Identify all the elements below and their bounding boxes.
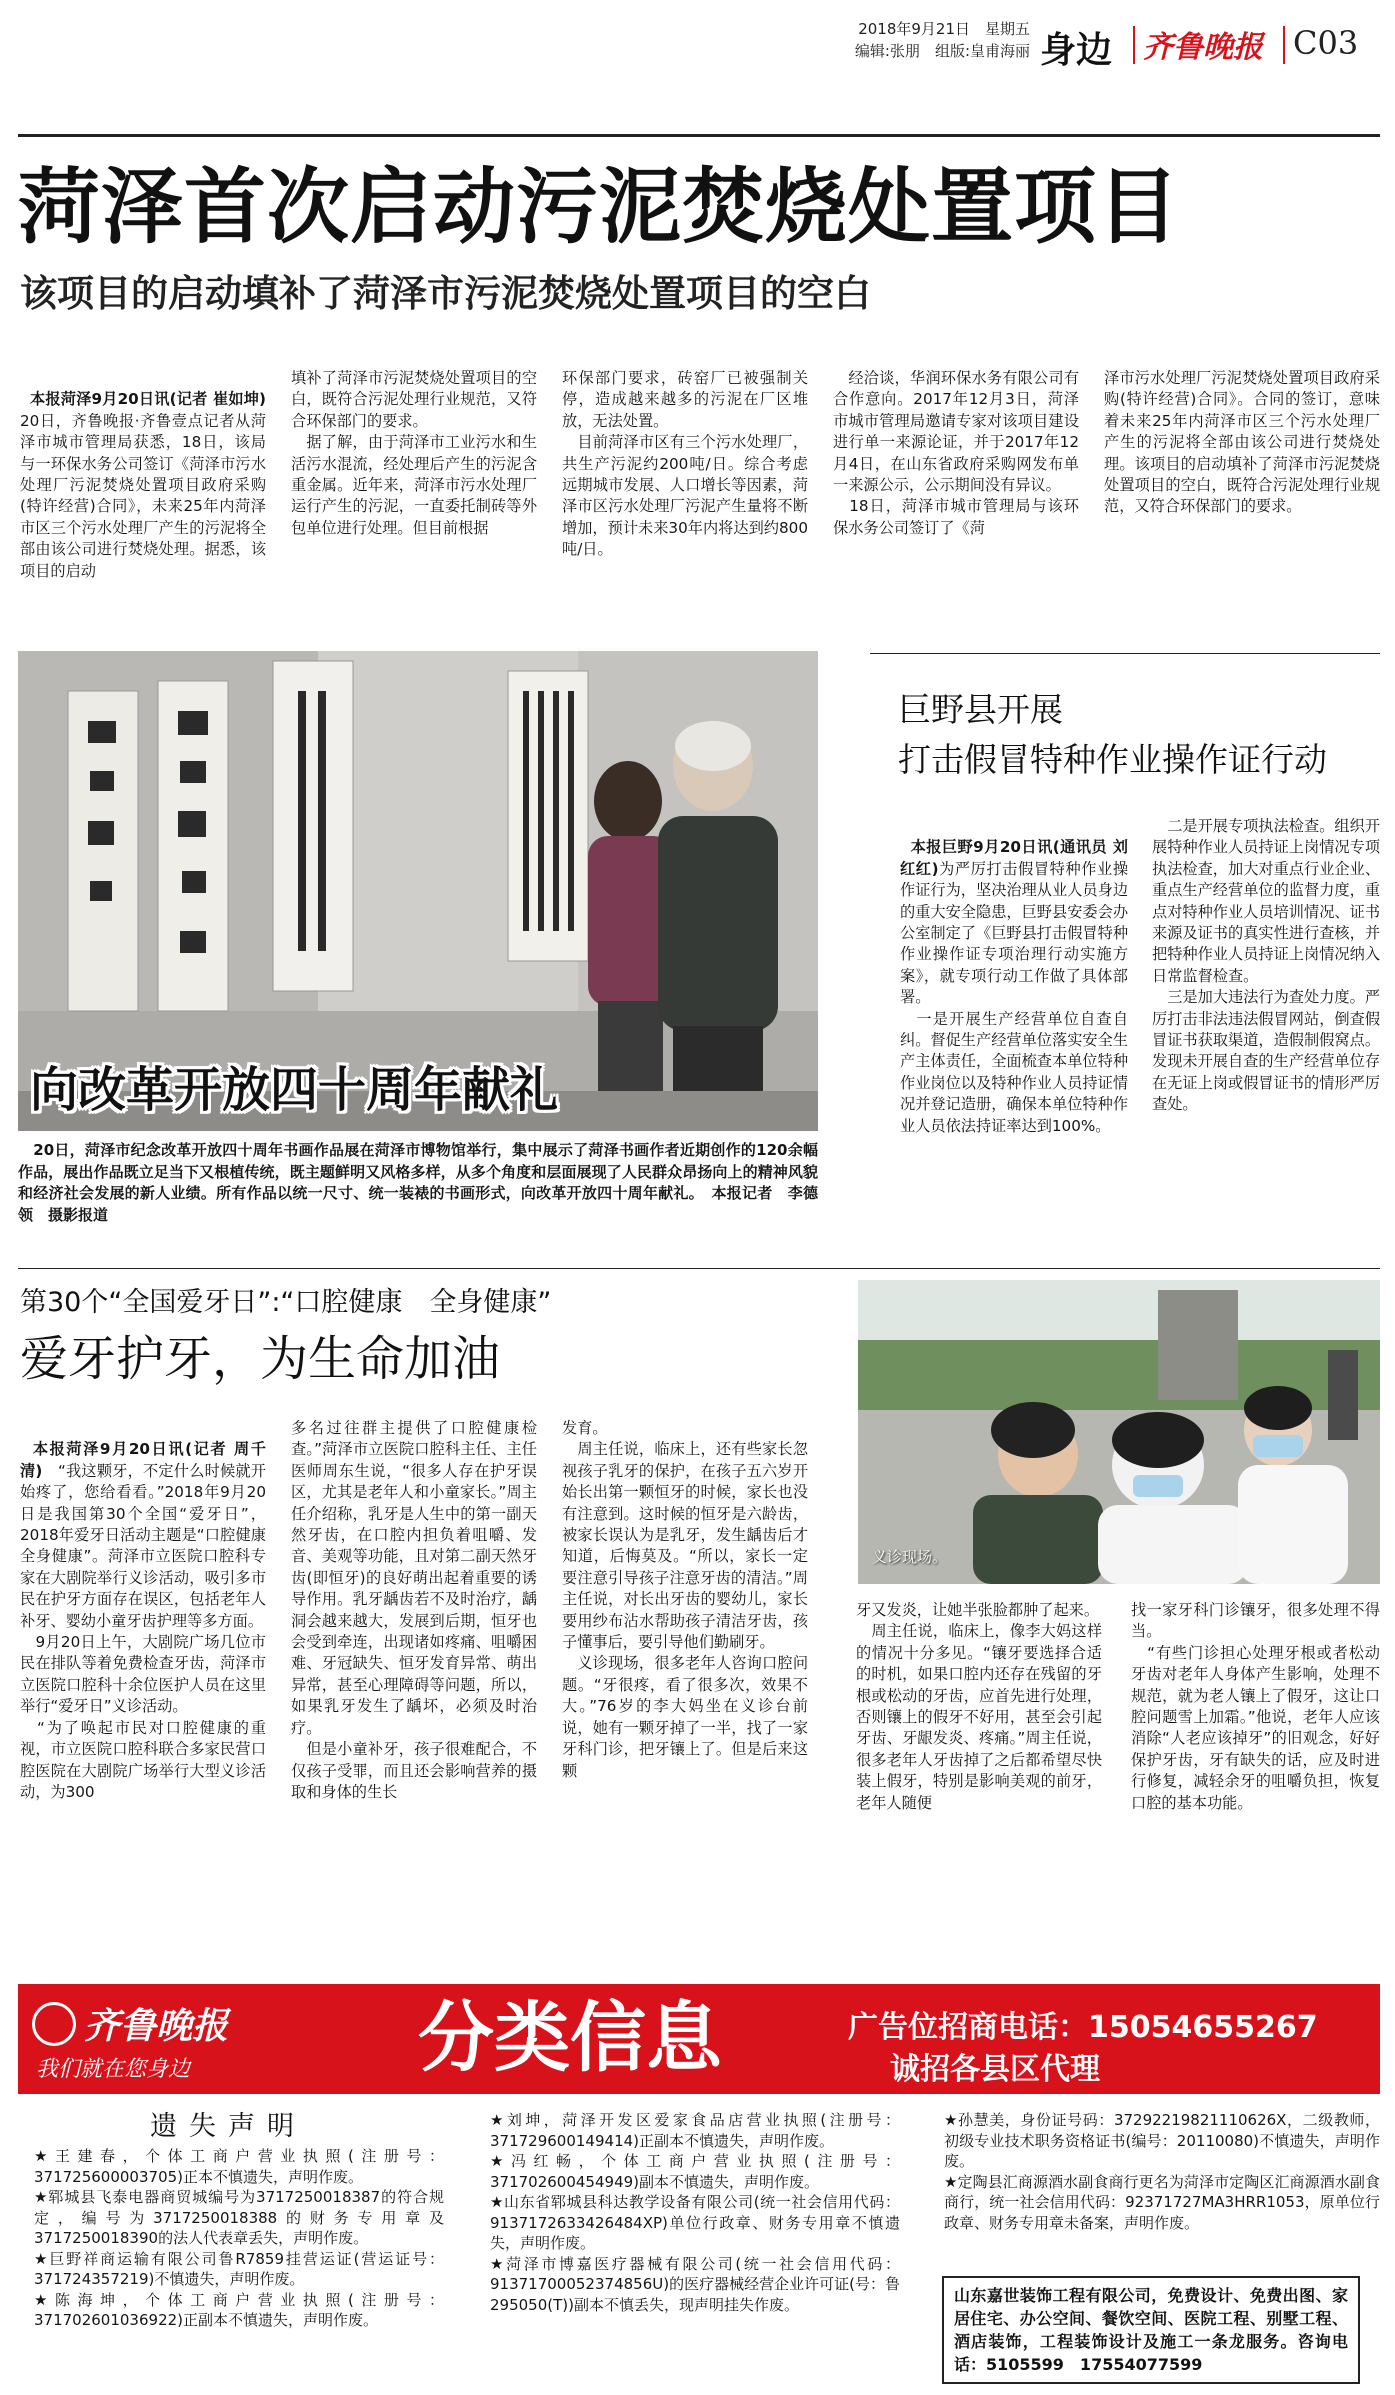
ads-agent-line: 诚招各县区代理 (890, 2052, 1100, 2087)
photo1-overlay-title: 向改革开放四十周年献礼 (30, 1062, 559, 1118)
page-header (0, 0, 1395, 125)
ads-col-3: ★孙慧美，身份证号码：372922198211106​26X，二级教师，初级专业技术职务资格证书(编号：20110080)不慎遗失，声明作废。 ★定陶县汇商源酒水副食商行更名为菏泽市定陶区汇商源酒水副食商行，统一社会信用代码：92371727MA3HRR1053，原单位行政章、财务专用章未备案，声明作废。 (944, 2111, 1380, 2232)
lead-col-4: 经洽谈，华润环保水务有限公司有合作意向。2017年12月3日，菏泽市城市管理局邀请专家对该项目建设进行单一来源论证，并于2017年12月4日，在山东省政府采购网发布单一来源公示，公示期间没有异议。 18日，菏泽市城市管理局与该环保水务公司签订了《菏 (833, 369, 1079, 537)
teeth-col-5: 找一家牙科门诊镶牙，很多处理不得当。 “有些门诊担心处理牙根或者松动牙齿对老年人身体产生影响，处理不规范，就为老人镶上了假牙，这让口腔问题雪上加霜。”他说，老年人应该消除“人老应该掉牙”的旧观念，好好保护牙齿，牙有缺失的话，应及时进行修复，减轻余牙的咀嚼负担，恢复口腔的基本功能。 (1131, 1601, 1380, 1812)
lead-subtitle: 该项目的启动填补了菏泽市污泥焚烧处置项目的空白 (20, 272, 871, 315)
ads-banner-title: 分类信息 (418, 1993, 722, 2082)
exhibition-photo (18, 651, 818, 1131)
lead-col-5: 泽市污水处理厂污泥焚烧处置项目政府采购(特许经营)合同》。合同的签订，意味着未来25年内菏泽市区三个污水处理厂产生的污泥将全部由该公司进行焚烧处理。该项目的启动填补了菏泽市污泥焚烧处置项目的空白，既符合污泥处理行业规范，又符合环保部门的要求。 (1104, 369, 1380, 516)
teeth-photo-caption: 义诊现场。 (872, 1548, 948, 1566)
juye-col-1 (900, 816, 1128, 1246)
ads-col-2: ★刘坤，菏泽开发区爱家食品店营业执照(注册号：371729600149414)正副本不慎遗失，声明作废。 ★冯红畅，个体工商户营业执照(注册号：371702600454949)副本不慎遗失，声明作废。 ★山东省郓城县科达教学设备有限公司(统一社会信用代码：913717263342648​4XP)单位行政章、财务专用章不慎遗失，声明作废。 ★菏泽市博嘉医疗器械有限公司(统一社会信用代码：91371700052374856U)的医疗器械经营企业许可证(号：鲁295050(T))副本不慎丢失，现声明挂失作废。 (490, 2111, 900, 2314)
page-number: C03 (1293, 24, 1359, 62)
ad-box (942, 2276, 1360, 2384)
header-divider-2 (1283, 26, 1285, 64)
ad-box-text: 山东嘉世装饰工程有限公司，免费设计、免费出图、家居住宅、办公空间、餐饮空间、医院工程、别墅工程、酒店装饰，工程装饰设计及施工一条龙服务。咨询电话：5105599 17554077599 (954, 2286, 1348, 2374)
teeth-photo (858, 1280, 1380, 1584)
juye-byline: 本报巨野9月20日讯(通讯员 刘红红) (900, 838, 1128, 878)
lost-heading: 遗失声明 (150, 2111, 306, 2142)
ads-slogan: 我们就在您身边 (36, 2057, 191, 2082)
date-line: 2018年9月21日 星期五 (858, 20, 1030, 38)
teeth-byline: 本报菏泽9月20日讯(记者 周千清) (20, 1440, 266, 1480)
teeth-kicker: 第30个“全国爱牙日”:“口腔健康 全身健康” (20, 1287, 552, 1318)
header-rule (18, 134, 1380, 137)
photo1-caption: 20日，菏泽市纪念改革开放四十周年书画作品展在菏泽市博物馆举行，集中展示了菏泽书画作者近期创作的120余幅作品，展出作品既立足当下又根植传统，既主题鲜明又风格多样，从多个角度和层面展现了人民群众昂扬向上的精神风貌和经济社会发展的新人业绩。所有作品以统一尺寸、统一装裱的书画形式，向改革开放四十周年献礼。 本报记者 李德领 摄影报道 (18, 1141, 818, 1224)
teeth-col-2: 多名过往群主提供了口腔健康检查。”菏泽市立医院口腔科主任、主任医师周东生说，“很多人存在护牙误区，尤其是老年人和小童家长。”周主任介绍称，乳牙是人生中的第一副天然牙齿，在口腔内担负着咀嚼、发音、美观等功能，且对第二副天然牙齿(即恒牙)的良好萌出起着重要的诱导作用。乳牙龋齿若不及时治疗，龋洞会越来越大，发展到后期，恒牙也会受到牵连，出现诸如疼痛、咀嚼困难、牙冠缺失、恒牙发育异常、萌出异常，甚至心理障碍等问题，所以，如果乳牙发生了龋坏，必须及时治疗。 但是小童补牙，孩子很难配合，不仅孩子受罪，而且还会影响营养的摄取和身体的生长 (291, 1419, 537, 1801)
juye-col-2: 二是开展专项执法检查。组织开展特种作业人员持证上岗情况专项执法检查，加大对重点行业企业、重点生产经营单位的监督力度，重点对特种作业人员培训情况、证书来源及证书的真实性进行查核，并把特种作业人员持证上岗情况纳入日常监督检查。 三是加大违法行为查处力度。严厉打击非法违法假冒网站，倒查假冒证书获取渠道，造假制假窝点。发现未开展自查的生产经营单位存在无证上岗或假冒证书的情形严厉查处。 (1152, 817, 1380, 1114)
lead-col-1 (20, 368, 282, 608)
lead-byline: 本报菏泽9月20日讯(记者 崔如坤) (30, 390, 266, 409)
ads-col-1: ★王建春，个体工商户营业执照(注册号：371725600003705)正本不慎遗失，声明作废。 ★郓城县飞泰电器商贸城编号为3717250018387的符合规定，编号为3717250018388的财务专用章及3717250018390的法人代表章丢失，声明作废。 ★巨野祥商运输有限公司鲁R7859挂营运证(营运证号：371724357219)不慎遗失，声明作废。 ★陈海坤，个体工商户营业执照(注册号：371702601036922)正副本不慎遗失，声明作废。 (34, 2147, 444, 2329)
teeth-col-4: 牙又发炎，让她半张脸都肿了起来。 周主任说，临床上，像李大妈这样的情况十分多见。“镶牙要选择合适的时机，如果口腔内还存在残留的牙根或松动的牙齿，应首先进行处理，否则镶上的假牙不好用，甚至会引起牙齿、牙龈发炎、疼痛。”周主任说，很多老年人牙齿掉了之后都希望尽快装上假牙，特别是影响美观的前牙，老年人随便 (856, 1601, 1102, 1812)
lead-col-2: 填补了菏泽市污泥焚烧处置项目的空白，既符合污泥处理行业规范，又符合环保部门的要求。 据了解，由于菏泽市工业污水和生活污水混流，经处理后产生的污泥含重金属。近年来，菏泽市污水处理厂运行产生的污泥，一直委托制砖等外包单位进行处理。但目前根据 (291, 369, 537, 537)
teeth-title: 爱牙护牙，为生命加油 (20, 1331, 501, 1387)
teeth-photo-art (858, 1280, 1380, 1584)
juye-col1-text: 为严厉打击假冒特种作业操作证行为，坚决治理从业人员身边的重大安全隐患，巨野县安委会办公室制定了《巨野县打击假冒特种作业操作证专项治理行动实施方案》，就专项行动工作做了具体部署。 一是开展生产经营单位自查自纠。督促生产经营单位落实安全生产主体责任，全面梳查本单位特种作业岗位以及特种作业人员持证情况并登记造册，确保本单位特种作业人员依法持证率达到100%。 (900, 859, 1128, 1135)
editor-line: 编辑:张朋 组版:皇甫海丽 (854, 42, 1030, 60)
header-divider (1133, 26, 1135, 64)
brand-logo-icon (32, 2002, 76, 2046)
juye-title-2: 打击假冒特种作业操作证行动 (898, 740, 1327, 779)
section-rule-mid (18, 1268, 1380, 1269)
juye-rule (870, 653, 1380, 654)
ads-phone-line: 广告位招商电话：15054655267 (848, 2010, 1318, 2045)
lead-col1-text: 20日，齐鲁晚报·齐鲁壹点记者从菏泽市城市管理局获悉，18日，该局与一环保水务公司签订《菏泽市污水处理厂污泥焚烧处置项目政府采购(特许经营)合同》，未来25年内菏泽市区三个污水处理厂产生的污泥将全部由该公司进行焚烧处理。据悉，该项目的启动 (20, 390, 282, 580)
ads-brand-block (32, 1996, 362, 2082)
header-brand: 齐鲁晚报 (1143, 30, 1263, 65)
ads-banner (18, 1984, 1380, 2094)
juye-title-1: 巨野县开展 (898, 690, 1063, 729)
teeth-col-3: 发育。 周主任说，临床上，还有些家长忽视孩子乳牙的保护，在孩子五六岁开始长出第一颗恒牙的时候，家长也没有注意到。这时候的恒牙是六龄齿，被家长误认为是乳牙，发生龋齿后才知道，后悔莫及。“所以，家长一定要注意引导孩子注意牙齿的清洁。”周主任说，对长出牙齿的婴幼儿，家长要用纱布沾水帮助孩子清洁牙齿，孩子懂事后，要引导他们勤刷牙。 义诊现场，很多老年人咨询口腔问题。“牙很疼，看了很多次，效果不大。”76岁的李大妈坐在义诊台前说，她有一颗牙掉了一半，找了一家牙科门诊，把牙镶上了。但是后来这颗 (562, 1419, 808, 1780)
lead-title: 菏泽首次启动污泥焚烧处置项目 (18, 160, 1181, 255)
teeth-col-1 (20, 1418, 266, 1958)
section-name: 身边 (1040, 30, 1113, 71)
teeth-col1-text: “我这颗牙，不定什么时候就开始疼了，您给看看。”2018年9月20日是我国第30个全国“爱牙日”，2018年爱牙日活动主题是“口腔健康 全身健康”。菏泽市立医院口腔科专家在大剧院举行义诊活动，吸引多市民在护牙方面存在误区，包括老年人补牙、婴幼小童牙齿护理等多方面。 9月20日上午，大剧院广场几位市民在排队等着免费检查牙齿，菏泽市立医院口腔科十余位医护人员在这里举行“爱牙日”义诊活动。 “为了唤起市民对口腔健康的重视，市立医院口腔科联合多家民营口腔医院在大剧院广场举行大型义诊活动，为300 (20, 1461, 266, 1801)
ads-brand: 齐鲁晚报 (84, 2005, 229, 2047)
lead-col-3: 环保部门要求，砖窑厂已被强制关停，造成越来越多的污泥在厂区堆放，无法处置。 目前菏泽市区有三个污水处理厂，共生产污泥约200吨/日。综合考虑远期城市发展、人口增长等因素，菏泽市区污水处理厂污泥产生量将不断增加，预计未来30年内将达到约800吨/日。 (562, 369, 808, 559)
